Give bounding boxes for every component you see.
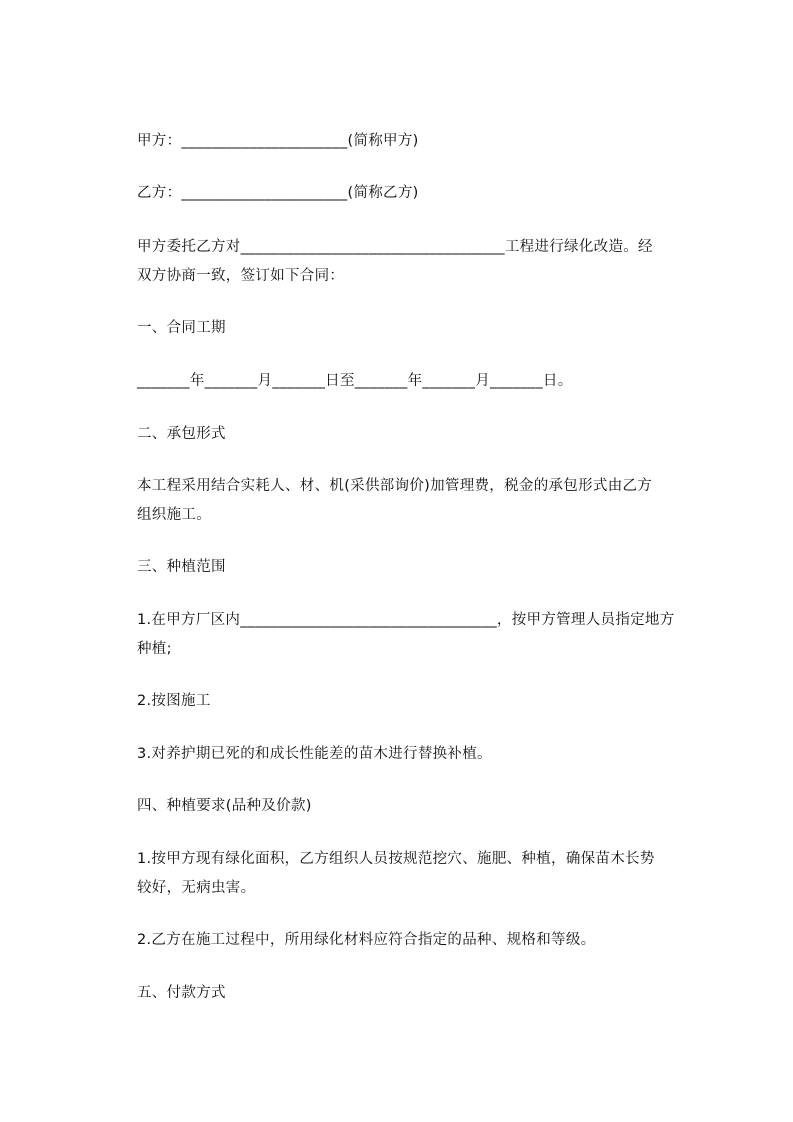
section-1-title: 一、合同工期 [137, 320, 226, 336]
section-4-item-1-line-2: 较好，无病虫害。 [137, 880, 256, 896]
section-3-title: 三、种植范围 [137, 559, 226, 575]
section-2-title: 二、承包形式 [137, 426, 226, 442]
party-a-line: 甲方：______________________(简称甲方) [137, 133, 419, 149]
section-2-line-1: 本工程采用结合实耗人、材、机(采供部询价)加管理费，税金的承包形式由乙方 [137, 478, 653, 494]
party-b-line: 乙方：______________________(简称乙方) [137, 185, 419, 201]
section-3-item-1-line-2: 种植; [137, 641, 172, 657]
intro-line-2: 双方协商一致，签订如下合同： [137, 268, 345, 284]
section-3-item-3: 3.对养护期已死的和成长性能差的苗木进行替换补植。 [137, 746, 492, 762]
section-4-item-1-line-1: 1.按甲方现有绿化面积，乙方组织人员按规范挖穴、施肥、种植，确保苗木长势 [137, 851, 655, 867]
section-1-dates: _______年_______月_______日至_______年_______月_______日。 [137, 373, 573, 389]
section-3-item-2: 2.按图施工 [137, 693, 211, 709]
section-4-item-2: 2.乙方在施工过程中，所用绿化材料应符合指定的品种、规格和等级。 [137, 932, 596, 948]
section-2-line-2: 组织施工。 [137, 507, 211, 523]
section-3-item-1-line-1: 1.在甲方厂区内__________________________________，按甲方管理人员指定地方 [137, 612, 675, 628]
section-5-title: 五、付款方式 [137, 985, 226, 1001]
section-4-title: 四、种植要求(品种及价款) [137, 798, 312, 814]
intro-line-1: 甲方委托乙方对___________________________________工程进行绿化改造。经 [137, 239, 653, 255]
